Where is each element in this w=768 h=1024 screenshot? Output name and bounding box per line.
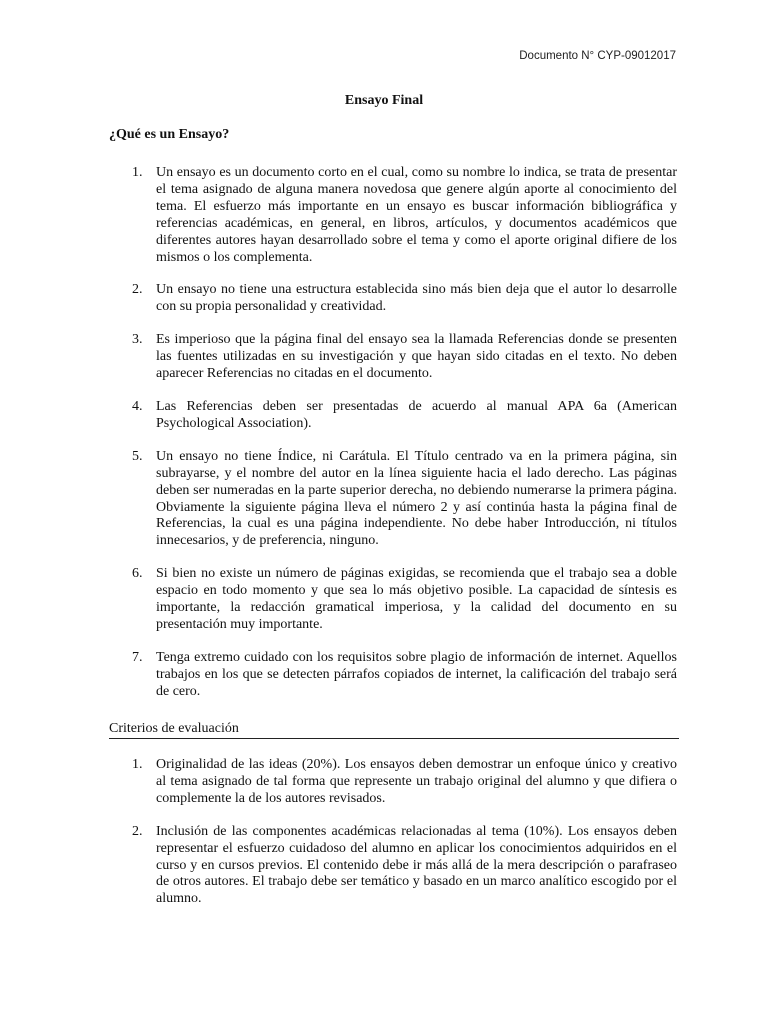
section-heading-que-es-un-ensayo: ¿Qué es un Ensayo? xyxy=(109,127,230,142)
section-heading-criterios-de-evaluacion: Criterios de evaluación xyxy=(109,721,679,739)
item-number: 1. xyxy=(132,165,143,180)
item-text: Un ensayo no tiene Índice, ni Carátula. El Título centrado va en la primera página, sin subrayarse, y el nombre del autor en la línea siguiente hacia el lado derecho. Las páginas deben ser numeradas en la parte superior derecha, no debiendo numerarse la primera página. Obviamente la siguiente página lleva el número 2 y así continúa hasta la página final de Referencias, la cual es una página independiente. No debe haber Introducción, ni títulos innecesarios, y de preferencia, ninguno. xyxy=(156,448,677,549)
item-text: Un ensayo es un documento corto en el cual, como su nombre lo indica, se trata de presentar el tema asignado de alguna manera novedosa que genere algún aporte al conocimiento del tema. El esfuerzo más importante en un ensayo es buscar información bibliográfica y referencias académicas, en general, en libros, artículos, y documentos académicos que diferentes autores hayan desarrollado sobre el tema y como el aporte original difiere de los mismos o los complementa. xyxy=(156,165,677,265)
item-text: Si bien no existe un número de páginas exigidas, se recomienda que el trabajo sea a doble espacio en todo momento y que sea lo más objetivo posible. La capacidad de síntesis es importante, la redacción gramatical imperiosa, y la calidad del documento en su presentación muy importante. xyxy=(156,566,677,632)
item-text: Inclusión de las componentes académicas relacionadas al tema (10%). Los ensayos deben representar el esfuerzo cuidadoso del alumno en aplicar los conocimientos adquiridos en el curso y en cursos previos. El contenido debe ir más allá de la mera descripción o parafraseo de otros autores. El trabajo debe ser temático y basado en un marco analítico escogido por el alumno. xyxy=(156,823,677,907)
item-number: 4. xyxy=(132,398,143,414)
item-number: 2. xyxy=(132,823,143,839)
item-number: 2. xyxy=(132,282,143,298)
list-item xyxy=(109,650,677,701)
criterios-list xyxy=(109,757,677,908)
item-number: 5. xyxy=(132,448,143,464)
item-number: 3. xyxy=(132,332,143,348)
list-item xyxy=(109,449,677,550)
item-number: 7. xyxy=(132,649,143,665)
item-text: Tenga extremo cuidado con los requisitos sobre plagio de información de internet. Aquellos trabajos en los que se detecten párrafos copiados de internet, la calificación del trabajo será de cero. xyxy=(156,649,677,699)
item-text: Es imperioso que la página final del ensayo sea la llamada Referencias donde se presenten las fuentes utilizadas en su investigación y que hayan sido citadas en el texto. No deben aparecer Referencias no citadas en el documento. xyxy=(156,332,677,382)
item-text: Originalidad de las ideas (20%). Los ensayos deben demostrar un enfoque único y creativo al tema asignado de tal forma que represente un trabajo original del alumno y que difiera o complemente la de los autores revisados. xyxy=(156,757,677,806)
item-number: 1. xyxy=(132,757,143,772)
list-item xyxy=(109,165,677,266)
list-item xyxy=(109,332,677,383)
ensayo-definition-list xyxy=(109,165,677,701)
item-text: Un ensayo no tiene una estructura establecida sino más bien deja que el autor lo desarrolle con su propia personalidad y creatividad. xyxy=(156,282,677,315)
list-item xyxy=(109,824,677,909)
list-item xyxy=(109,399,677,433)
document-title: Ensayo Final xyxy=(344,93,424,108)
document-number: Documento N° CYP-09012017 xyxy=(519,50,676,62)
list-item xyxy=(109,757,677,808)
list-item xyxy=(109,566,677,634)
item-text: Las Referencias deben ser presentadas de acuerdo al manual APA 6a (American Psychological Association). xyxy=(156,398,677,431)
list-item xyxy=(109,282,677,316)
item-number: 6. xyxy=(132,566,143,582)
